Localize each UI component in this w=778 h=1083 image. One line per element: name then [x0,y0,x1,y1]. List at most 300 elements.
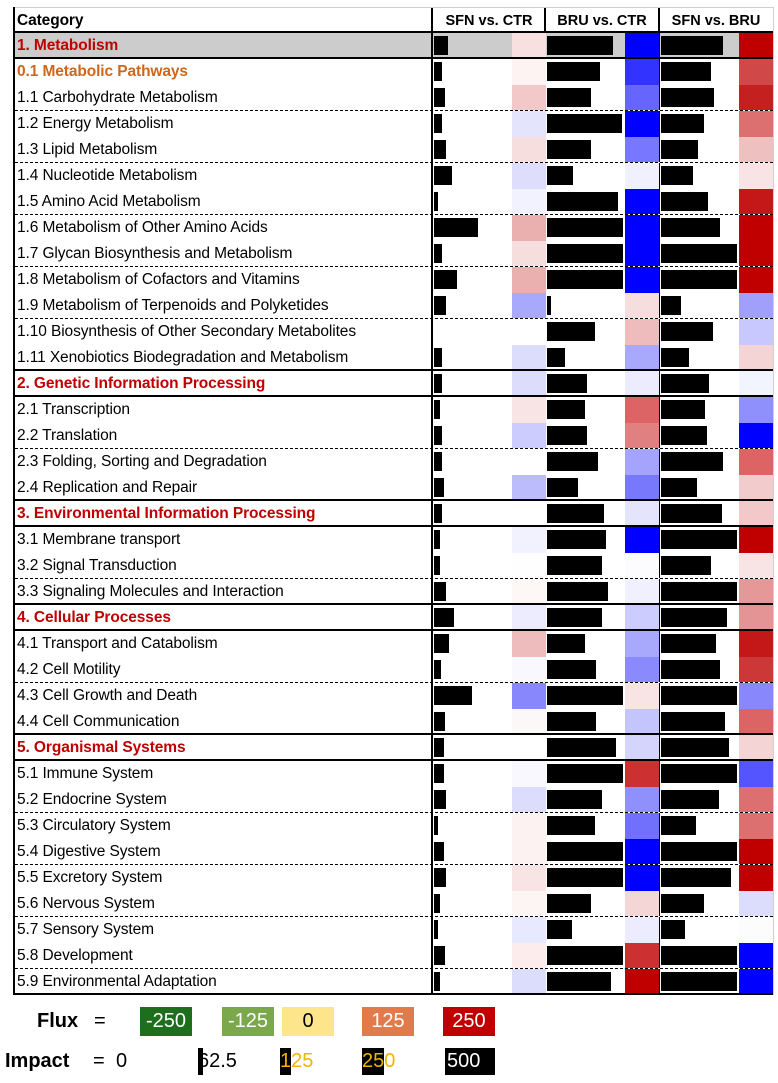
impact-bar-sfn-vs-ctr [434,426,442,445]
flux-cell-sfn-vs-bru [739,33,773,57]
impact-bar-bru-vs-ctr [547,114,622,133]
impact-bar-sfn-vs-bru [661,894,704,913]
flux-cell-sfn-vs-bru [739,865,773,891]
table-row [15,111,773,137]
flux-cell-sfn-vs-bru [739,553,773,578]
impact-bar-sfn-vs-bru [661,114,704,133]
flux-equals: = [94,1010,106,1032]
impact-bar-bru-vs-ctr [547,764,623,783]
flux-cell-sfn-vs-bru [739,163,773,189]
impact-bar-bru-vs-ctr [547,842,623,861]
column-divider [431,293,433,318]
impact-bar-bru-vs-ctr [547,972,611,991]
impact-bar-bru-vs-ctr [547,166,573,185]
impact-bar-bru-vs-ctr [547,36,613,55]
flux-cell-bru-vs-ctr [625,371,659,395]
flux-cell-bru-vs-ctr [625,787,659,812]
flux-cell-sfn-vs-ctr [512,631,546,657]
impact-bar-bru-vs-ctr [547,192,618,211]
flux-cell-sfn-vs-ctr [512,527,546,553]
impact-bar-sfn-vs-bru [661,452,723,471]
impact-bar-sfn-vs-ctr [434,166,452,185]
impact-bar-sfn-vs-bru [661,790,719,809]
flux-cell-sfn-vs-bru [739,371,773,395]
table-row [15,579,773,605]
impact-bar-sfn-vs-bru [661,400,705,419]
table-row [15,839,773,865]
impact-bar-bru-vs-ctr [547,504,604,523]
table-row [15,423,773,449]
flux-cell-sfn-vs-ctr [512,423,546,448]
table-row [15,631,773,657]
flux-swatch: 125 [362,1007,414,1036]
impact-bar-sfn-vs-ctr [434,738,444,757]
flux-cell-sfn-vs-ctr [512,787,546,812]
impact-bar-sfn-vs-ctr [434,140,446,159]
impact-bar-sfn-vs-ctr [434,88,445,107]
flux-cell-sfn-vs-ctr [512,33,546,57]
flux-cell-bru-vs-ctr [625,891,659,916]
category-label: 5. Organismal Systems [17,739,186,756]
flux-cell-bru-vs-ctr [625,631,659,657]
flux-cell-sfn-vs-bru [739,735,773,759]
impact-bar-sfn-vs-bru [661,218,720,237]
impact-bar-bru-vs-ctr [547,556,602,575]
flux-cell-sfn-vs-bru [739,501,773,525]
flux-cell-sfn-vs-bru [739,917,773,943]
impact-bar-sfn-vs-ctr [434,218,478,237]
flux-cell-sfn-vs-bru [739,293,773,318]
impact-bar-bru-vs-ctr [547,270,623,289]
column-divider [431,787,433,812]
flux-cell-bru-vs-ctr [625,579,659,603]
impact-bar-bru-vs-ctr [547,816,595,835]
impact-bar-sfn-vs-bru [661,504,722,523]
impact-bar-bru-vs-ctr [547,218,623,237]
flux-cell-sfn-vs-ctr [512,85,546,110]
impact-bar-sfn-vs-ctr [434,608,454,627]
impact-bar-sfn-vs-bru [661,920,685,939]
impact-bar-sfn-vs-bru [661,868,731,887]
category-label: 1.9 Metabolism of Terpenoids and Polyketides [17,297,329,314]
impact-bar-sfn-vs-bru [661,140,698,159]
impact-bar-sfn-vs-bru [661,192,708,211]
impact-bar-sfn-vs-ctr [434,634,449,653]
flux-cell-sfn-vs-ctr [512,163,546,189]
flux-cell-bru-vs-ctr [625,553,659,578]
table-row [15,943,773,969]
flux-cell-sfn-vs-ctr [512,397,546,423]
table-row [15,215,773,241]
flux-cell-sfn-vs-bru [739,189,773,214]
flux-cell-bru-vs-ctr [625,267,659,293]
impact-bar-sfn-vs-ctr [434,712,445,731]
column-divider [431,631,433,657]
column-divider [431,215,433,241]
flux-cell-sfn-vs-ctr [512,579,546,603]
flux-cell-sfn-vs-bru [739,787,773,812]
header-sfn-vs-ctr: SFN vs. CTR [445,13,533,29]
column-divider [431,917,433,943]
flux-cell-bru-vs-ctr [625,917,659,943]
flux-cell-bru-vs-ctr [625,501,659,525]
category-label: 3.2 Signal Transduction [17,557,177,574]
flux-cell-sfn-vs-bru [739,579,773,603]
impact-bar-sfn-vs-bru [661,712,725,731]
impact-bar-sfn-vs-bru [661,582,737,601]
impact-bar-sfn-vs-bru [661,88,714,107]
flux-cell-sfn-vs-ctr [512,709,546,733]
category-label: 5.3 Circulatory System [17,817,171,834]
table-row [15,475,773,501]
impact-bar-bru-vs-ctr [547,426,587,445]
flux-cell-bru-vs-ctr [625,605,659,629]
flux-cell-sfn-vs-ctr [512,345,546,369]
table-row [15,59,773,85]
category-label: 1.3 Lipid Metabolism [17,141,158,158]
column-divider [431,111,433,137]
flux-cell-sfn-vs-ctr [512,59,546,85]
impact-bar-sfn-vs-ctr [434,192,438,211]
header-category: Category [17,12,84,29]
flux-cell-bru-vs-ctr [625,85,659,110]
category-label: 5.1 Immune System [17,765,154,782]
impact-bar-bru-vs-ctr [547,348,565,367]
header-sfn-vs-bru: SFN vs. BRU [671,13,761,29]
legend [0,1000,778,1083]
impact-bar-bru-vs-ctr [547,88,591,107]
flux-cell-sfn-vs-ctr [512,735,546,759]
flux-cell-sfn-vs-ctr [512,553,546,578]
flux-swatch: 250 [443,1007,495,1036]
impact-bar-sfn-vs-ctr [434,478,444,497]
category-label: 5.5 Excretory System [17,869,163,886]
impact-bar-sfn-vs-ctr [434,62,442,81]
category-label: 3.3 Signaling Molecules and Interaction [17,583,284,600]
flux-cell-sfn-vs-ctr [512,605,546,629]
impact-value: 500 [447,1050,481,1072]
impact-bar-sfn-vs-ctr [434,452,442,471]
heatmap-table [13,7,774,995]
flux-cell-sfn-vs-ctr [512,657,546,682]
impact-legend-label: Impact [5,1050,70,1072]
category-label: 2. Genetic Information Processing [17,375,266,392]
flux-cell-sfn-vs-bru [739,449,773,475]
column-divider [431,33,433,57]
flux-cell-bru-vs-ctr [625,813,659,839]
category-label: 1.2 Energy Metabolism [17,115,174,132]
impact-value: 125 [280,1050,314,1072]
flux-cell-sfn-vs-ctr [512,293,546,318]
column-divider [431,813,433,839]
impact-bar-sfn-vs-bru [661,842,737,861]
table-row [15,709,773,735]
flux-cell-bru-vs-ctr [625,397,659,423]
table-row [15,345,773,371]
impact-bar-sfn-vs-ctr [434,842,444,861]
impact-bar-sfn-vs-ctr [434,504,442,523]
flux-cell-sfn-vs-ctr [512,865,546,891]
impact-bar-sfn-vs-bru [661,166,693,185]
impact-bar-sfn-vs-bru [661,738,729,757]
category-label: 4.1 Transport and Catabolism [17,635,218,652]
flux-cell-bru-vs-ctr [625,59,659,85]
table-row [15,787,773,813]
impact-bar-bru-vs-ctr [547,530,606,549]
impact-bar-bru-vs-ctr [547,452,598,471]
table-row [15,735,773,761]
impact-bar-sfn-vs-bru [661,972,737,991]
flux-cell-sfn-vs-ctr [512,917,546,943]
category-label: 5.7 Sensory System [17,921,154,938]
category-label: 1.1 Carbohydrate Metabolism [17,89,218,106]
impact-bar-sfn-vs-bru [661,764,737,783]
column-divider [431,865,433,891]
flux-cell-bru-vs-ctr [625,189,659,214]
category-label: 4.3 Cell Growth and Death [17,687,198,704]
table-row [15,683,773,709]
category-label: 1. Metabolism [17,37,119,54]
flux-cell-bru-vs-ctr [625,319,659,345]
table-row [15,267,773,293]
flux-cell-bru-vs-ctr [625,475,659,499]
impact-bar-sfn-vs-bru [661,244,737,263]
flux-cell-sfn-vs-bru [739,891,773,916]
category-label: 1.8 Metabolism of Cofactors and Vitamins [17,271,300,288]
impact-bar-sfn-vs-bru [661,36,723,55]
column-divider [431,709,433,733]
column-divider [431,553,433,578]
flux-cell-sfn-vs-bru [739,423,773,448]
impact-value: 0 [116,1050,128,1072]
column-divider [431,137,433,162]
flux-cell-sfn-vs-bru [739,397,773,423]
column-divider [431,943,433,968]
impact-bar-sfn-vs-bru [661,816,696,835]
flux-cell-sfn-vs-bru [739,943,773,968]
impact-bar-sfn-vs-ctr [434,764,444,783]
column-divider [431,579,433,603]
impact-bar-sfn-vs-bru [661,478,697,497]
flux-cell-sfn-vs-ctr [512,371,546,395]
flux-cell-sfn-vs-ctr [512,683,546,709]
table-row [15,553,773,579]
flux-cell-sfn-vs-bru [739,709,773,733]
flux-cell-bru-vs-ctr [625,735,659,759]
flux-cell-sfn-vs-ctr [512,449,546,475]
impact-bar-sfn-vs-ctr [434,530,440,549]
category-label: 5.4 Digestive System [17,843,161,860]
impact-bar-bru-vs-ctr [547,634,585,653]
table-header [15,7,773,33]
impact-bar-bru-vs-ctr [547,374,587,393]
table-row [15,397,773,423]
impact-bar-sfn-vs-ctr [434,556,440,575]
impact-value: 62.5 [198,1050,237,1072]
flux-cell-sfn-vs-ctr [512,501,546,525]
table-body [15,33,773,995]
flux-cell-sfn-vs-ctr [512,319,546,345]
column-divider [431,657,433,682]
impact-bar-bru-vs-ctr [547,582,608,601]
category-label: 2.4 Replication and Repair [17,479,198,496]
impact-bar-sfn-vs-ctr [434,374,442,393]
flux-cell-sfn-vs-ctr [512,241,546,266]
flux-cell-sfn-vs-ctr [512,969,546,993]
flux-cell-sfn-vs-bru [739,475,773,499]
category-label: 4. Cellular Processes [17,609,171,626]
column-divider [431,423,433,448]
impact-bar-bru-vs-ctr [547,608,602,627]
column-divider [431,475,433,499]
flux-cell-sfn-vs-ctr [512,475,546,499]
flux-cell-sfn-vs-ctr [512,891,546,916]
column-divider [431,683,433,709]
impact-equals: = [93,1050,105,1072]
category-label: 1.7 Glycan Biosynthesis and Metabolism [17,245,293,262]
flux-cell-sfn-vs-bru [739,241,773,266]
category-label: 4.4 Cell Communication [17,713,180,730]
flux-cell-bru-vs-ctr [625,839,659,864]
column-divider [431,371,433,395]
impact-bar-sfn-vs-ctr [434,296,446,315]
table-row [15,527,773,553]
flux-cell-sfn-vs-ctr [512,111,546,137]
impact-bar-bru-vs-ctr [547,946,623,965]
flux-cell-bru-vs-ctr [625,709,659,733]
flux-cell-bru-vs-ctr [625,111,659,137]
column-divider [431,163,433,189]
category-label: 1.5 Amino Acid Metabolism [17,193,201,210]
table-row [15,137,773,163]
impact-bar-sfn-vs-ctr [434,660,441,679]
impact-bar-bru-vs-ctr [547,686,623,705]
impact-bar-bru-vs-ctr [547,738,616,757]
flux-cell-sfn-vs-bru [739,631,773,657]
impact-bar-sfn-vs-ctr [434,816,438,835]
impact-bar-sfn-vs-ctr [434,400,440,419]
column-divider [431,59,433,85]
flux-cell-bru-vs-ctr [625,761,659,787]
table-row [15,969,773,995]
flux-cell-sfn-vs-bru [739,111,773,137]
flux-cell-sfn-vs-bru [739,839,773,864]
impact-bar-sfn-vs-ctr [434,36,448,55]
flux-cell-sfn-vs-ctr [512,813,546,839]
flux-cell-sfn-vs-ctr [512,215,546,241]
flux-cell-sfn-vs-bru [739,267,773,293]
category-label: 1.6 Metabolism of Other Amino Acids [17,219,268,236]
impact-bar-sfn-vs-bru [661,686,737,705]
impact-bar-bru-vs-ctr [547,712,596,731]
flux-swatch: 0 [282,1007,334,1036]
flux-cell-bru-vs-ctr [625,293,659,318]
impact-bar-sfn-vs-ctr [434,972,440,991]
impact-bar-sfn-vs-ctr [434,686,472,705]
flux-cell-bru-vs-ctr [625,345,659,369]
impact-bar-sfn-vs-ctr [434,894,440,913]
column-divider [431,501,433,525]
flux-cell-sfn-vs-bru [739,345,773,369]
column-divider [431,605,433,629]
column-divider [431,527,433,553]
table-row [15,891,773,917]
flux-swatch: -125 [222,1007,274,1036]
flux-cell-sfn-vs-ctr [512,189,546,214]
table-row [15,657,773,683]
header-bru-vs-ctr: BRU vs. CTR [557,13,647,29]
column-divider [431,735,433,759]
category-label: 2.2 Translation [17,427,118,444]
impact-bar-bru-vs-ctr [547,400,585,419]
flux-cell-sfn-vs-bru [739,761,773,787]
flux-cell-bru-vs-ctr [625,527,659,553]
impact-bar-bru-vs-ctr [547,868,623,887]
column-divider [431,969,433,993]
impact-bar-bru-vs-ctr [547,920,572,939]
flux-cell-sfn-vs-bru [739,605,773,629]
flux-cell-bru-vs-ctr [625,943,659,968]
flux-cell-sfn-vs-bru [739,85,773,110]
category-label: 4.2 Cell Motility [17,661,121,678]
table-row [15,371,773,397]
table-row [15,449,773,475]
table-row [15,501,773,527]
flux-swatch: -250 [140,1007,192,1036]
table-row [15,761,773,787]
table-row [15,189,773,215]
impact-bar-bru-vs-ctr [547,660,596,679]
impact-bar-sfn-vs-ctr [434,790,446,809]
impact-bar-sfn-vs-bru [661,634,716,653]
flux-cell-sfn-vs-bru [739,657,773,682]
flux-cell-bru-vs-ctr [625,163,659,189]
impact-bar-bru-vs-ctr [547,322,595,341]
flux-cell-sfn-vs-ctr [512,267,546,293]
table-row [15,85,773,111]
impact-bar-sfn-vs-ctr [434,920,438,939]
impact-bar-sfn-vs-bru [661,660,720,679]
impact-bar-sfn-vs-bru [661,946,737,965]
category-label: 5.2 Endocrine System [17,791,167,808]
impact-bar-bru-vs-ctr [547,296,551,315]
flux-cell-sfn-vs-ctr [512,839,546,864]
table-row [15,865,773,891]
flux-cell-sfn-vs-ctr [512,943,546,968]
category-label: 5.9 Environmental Adaptation [17,973,217,990]
impact-bar-sfn-vs-bru [661,530,737,549]
column-divider [431,397,433,423]
flux-cell-sfn-vs-ctr [512,137,546,162]
impact-bar-sfn-vs-ctr [434,114,442,133]
flux-cell-sfn-vs-bru [739,137,773,162]
flux-cell-bru-vs-ctr [625,137,659,162]
category-label: 5.6 Nervous System [17,895,155,912]
impact-bar-sfn-vs-bru [661,608,727,627]
flux-cell-bru-vs-ctr [625,423,659,448]
category-label: 1.4 Nucleotide Metabolism [17,167,198,184]
impact-bar-sfn-vs-ctr [434,244,442,263]
table-row [15,319,773,345]
column-divider [431,891,433,916]
table-row [15,293,773,319]
column-divider [431,761,433,787]
table-row [15,605,773,631]
column-divider [431,449,433,475]
impact-bar-bru-vs-ctr [547,790,602,809]
flux-cell-sfn-vs-bru [739,319,773,345]
flux-cell-sfn-vs-bru [739,813,773,839]
